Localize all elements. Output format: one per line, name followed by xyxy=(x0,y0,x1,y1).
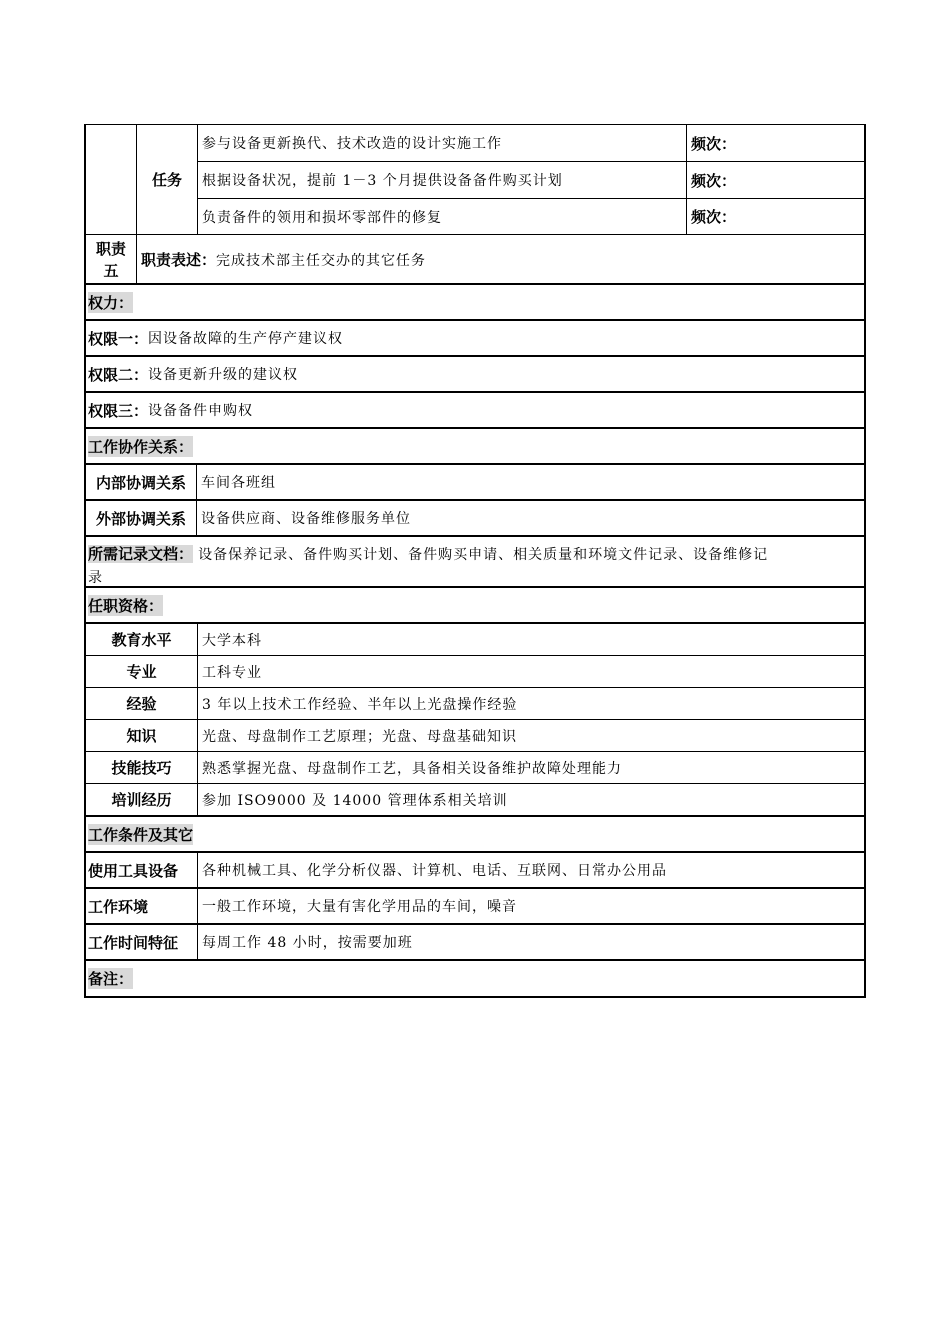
condition-label: 使用工具设备 xyxy=(88,861,179,880)
qualification-row xyxy=(84,720,866,752)
records-text-continued: 录 xyxy=(88,570,103,586)
external-relations-label: 外部协调关系 xyxy=(95,509,186,528)
authority-label: 权限一： xyxy=(88,329,149,348)
internal-relations-label: 内部协调关系 xyxy=(95,473,186,492)
condition-label: 工作时间特征 xyxy=(88,933,179,952)
authority-text: 因设备故障的生产停产建议权 xyxy=(148,331,344,347)
qualification-label: 教育水平 xyxy=(111,631,172,649)
duty-five-block xyxy=(84,124,866,285)
condition-value: 一般工作环境，大量有害化学用品的车间，噪音 xyxy=(197,889,866,923)
qualification-label: 专业 xyxy=(126,663,157,681)
records-row xyxy=(84,537,866,588)
authority-row xyxy=(84,393,866,429)
records-label: 所需记录文档： xyxy=(88,545,194,563)
qualifications-title: 任职资格： xyxy=(88,596,164,615)
qualification-value: 3 年以上技术工作经验、半年以上光盘操作经验 xyxy=(197,688,866,719)
qualification-row xyxy=(84,784,866,817)
qualification-label: 经验 xyxy=(126,695,157,713)
remarks-row xyxy=(84,961,866,998)
relations-header-row xyxy=(84,429,866,465)
authority-label: 权限二： xyxy=(88,365,149,384)
qualifications-header-row xyxy=(84,588,866,624)
condition-row xyxy=(84,889,866,925)
job-description-table xyxy=(84,124,866,998)
qualification-value: 光盘、母盘制作工艺原理；光盘、母盘基础知识 xyxy=(197,720,866,751)
task-frequency: 频次： xyxy=(686,125,866,161)
duty-five-label: 职责五 xyxy=(86,234,136,284)
duty-description-label: 职责表述： xyxy=(141,251,217,269)
duty-description-text: 完成技术部主任交办的其它任务 xyxy=(216,252,427,269)
task-frequency: 频次： xyxy=(686,198,866,234)
qualification-value: 参加 ISO9000 及 14000 管理体系相关培训 xyxy=(197,784,866,815)
authority-row xyxy=(84,357,866,393)
authority-text: 设备更新升级的建议权 xyxy=(148,367,299,383)
qualification-value: 熟悉掌握光盘、母盘制作工艺，具备相关设备维护故障处理能力 xyxy=(197,752,866,783)
authority-text: 设备备件申购权 xyxy=(148,403,254,419)
qualification-row xyxy=(84,688,866,720)
qualification-label: 培训经历 xyxy=(111,791,172,809)
relations-title: 工作协作关系： xyxy=(88,437,194,456)
condition-row xyxy=(84,925,866,961)
authority-title: 权力： xyxy=(88,293,134,312)
authority-label: 权限三： xyxy=(88,401,149,420)
authority-row xyxy=(84,321,866,357)
records-text: 设备保养记录、备件购买计划、备件购买申请、相关质量和环境文件记录、设备维修记 xyxy=(198,547,769,563)
qualification-label: 技能技巧 xyxy=(111,759,172,777)
task-frequency: 频次： xyxy=(686,161,866,198)
external-relations-text: 设备供应商、设备维修服务单位 xyxy=(196,501,866,535)
duty-description xyxy=(136,234,866,284)
condition-value: 各种机械工具、化学分析仪器、计算机、电话、互联网、日常办公用品 xyxy=(197,853,866,887)
conditions-title: 工作条件及其它 xyxy=(88,825,194,844)
condition-row xyxy=(84,853,866,889)
conditions-header-row xyxy=(84,817,866,853)
qualification-value: 工科专业 xyxy=(197,656,866,687)
task-item: 参与设备更新换代、技术改造的设计实施工作 xyxy=(197,125,686,161)
qualification-label: 知识 xyxy=(126,727,157,745)
external-relations-row xyxy=(84,501,866,537)
remarks-title: 备注： xyxy=(88,970,134,988)
qualification-row xyxy=(84,752,866,784)
task-item: 负责备件的领用和损坏零部件的修复 xyxy=(197,198,686,234)
qualification-row xyxy=(84,656,866,688)
authority-header-row xyxy=(84,285,866,321)
internal-relations-text: 车间各班组 xyxy=(196,465,866,499)
task-item: 根据设备状况，提前 1－3 个月提供设备备件购买计划 xyxy=(197,161,686,198)
condition-label: 工作环境 xyxy=(88,897,149,916)
qualification-value: 大学本科 xyxy=(197,624,866,655)
internal-relations-row xyxy=(84,465,866,501)
task-label: 任务 xyxy=(136,125,197,234)
condition-value: 每周工作 48 小时，按需要加班 xyxy=(197,925,866,959)
qualification-row xyxy=(84,624,866,656)
